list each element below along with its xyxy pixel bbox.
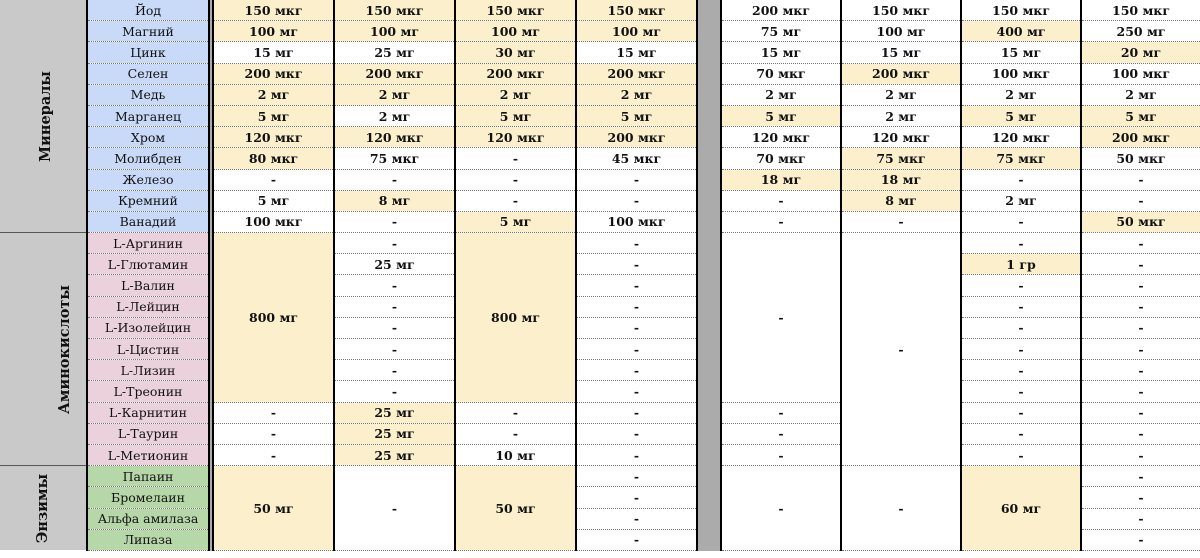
- table-row: [0, 148, 1200, 169]
- table-cell: 30 мг: [455, 42, 576, 63]
- table-cell: 2 мг: [455, 84, 576, 105]
- table-cell: 2 мг: [334, 105, 455, 126]
- table-cell: -: [576, 381, 697, 402]
- table-cell: 18 мг: [841, 169, 961, 190]
- row-label: Липаза: [87, 529, 209, 550]
- table-cell: -: [961, 211, 1081, 232]
- merged-cell: -: [721, 233, 841, 403]
- table-cell: -: [961, 233, 1081, 254]
- merged-cell: -: [334, 466, 455, 551]
- row-label: L-Лизин: [87, 360, 209, 381]
- table-cell: 100 мкг: [961, 63, 1081, 84]
- row-label: L-Валин: [87, 275, 209, 296]
- table-cell: 5 мг: [455, 211, 576, 232]
- table-cell: 15 мг: [841, 42, 961, 63]
- table-cell: -: [576, 169, 697, 190]
- table-cell: 25 мг: [334, 423, 455, 444]
- table-cell: -: [334, 296, 455, 317]
- table-cell: -: [576, 466, 697, 487]
- table-cell: 2 мг: [213, 84, 334, 105]
- table-cell: 150 мкг: [455, 0, 576, 21]
- column-separator: [697, 0, 721, 550]
- table-cell: -: [334, 169, 455, 190]
- table-cell: 400 мг: [961, 21, 1081, 42]
- table-cell: 8 мг: [841, 190, 961, 211]
- table-cell: -: [1081, 402, 1200, 423]
- table-cell: -: [576, 233, 697, 254]
- table-cell: 18 мг: [721, 169, 841, 190]
- table-row: [0, 211, 1200, 232]
- table-cell: -: [455, 402, 576, 423]
- table-cell: 200 мкг: [455, 63, 576, 84]
- blend-cell: 800 мг: [455, 233, 576, 403]
- table-row: [0, 233, 1200, 254]
- table-cell: -: [455, 423, 576, 444]
- merged-cell: 60 мг: [961, 466, 1081, 551]
- table-cell: -: [721, 423, 841, 444]
- table-cell: -: [576, 296, 697, 317]
- table-cell: 2 мг: [1081, 84, 1200, 105]
- table-cell: -: [576, 317, 697, 338]
- row-label: Медь: [87, 84, 209, 105]
- table-cell: 100 мкг: [213, 211, 334, 232]
- table-cell: 2 мг: [576, 84, 697, 105]
- table-cell: -: [576, 190, 697, 211]
- table-cell: -: [841, 211, 961, 232]
- table-row: [0, 105, 1200, 126]
- table-cell: -: [1081, 317, 1200, 338]
- table-cell: -: [334, 275, 455, 296]
- table-cell: 250 мг: [1081, 21, 1200, 42]
- table-cell: -: [721, 444, 841, 465]
- row-label: Марганец: [87, 105, 209, 126]
- table-cell: -: [721, 190, 841, 211]
- table-cell: 200 мкг: [841, 63, 961, 84]
- table-cell: 150 мкг: [841, 0, 961, 21]
- table-cell: 5 мг: [721, 105, 841, 126]
- table-cell: 120 мкг: [455, 127, 576, 148]
- group-label-enzymes: Энзимы: [0, 466, 87, 551]
- table-cell: -: [961, 381, 1081, 402]
- row-label: L-Метионин: [87, 444, 209, 465]
- table-cell: -: [576, 444, 697, 465]
- table-cell: 150 мкг: [213, 0, 334, 21]
- table-row: [0, 339, 1200, 360]
- table-cell: 70 мкг: [721, 63, 841, 84]
- row-label: Йод: [87, 0, 209, 21]
- table-cell: 25 мг: [334, 444, 455, 465]
- table-cell: -: [961, 339, 1081, 360]
- table-cell: 100 мг: [213, 21, 334, 42]
- table-cell: -: [1081, 508, 1200, 529]
- group-label-aminoacids: Аминокислоты: [0, 233, 87, 466]
- table-row: [0, 42, 1200, 63]
- row-label: L-Треонин: [87, 381, 209, 402]
- table-cell: -: [213, 402, 334, 423]
- table-cell: 100 мг: [334, 21, 455, 42]
- group-label-minerals: Минералы: [0, 0, 87, 233]
- table-cell: 50 мкг: [1081, 148, 1200, 169]
- table-cell: 75 мкг: [961, 148, 1081, 169]
- table-cell: 45 мкг: [576, 148, 697, 169]
- row-label: L-Карнитин: [87, 402, 209, 423]
- table-cell: 2 мг: [961, 84, 1081, 105]
- table-cell: -: [1081, 275, 1200, 296]
- table-cell: 20 мг: [1081, 42, 1200, 63]
- row-label: L-Таурин: [87, 423, 209, 444]
- row-label: L-Изолейцин: [87, 317, 209, 338]
- table-cell: -: [961, 423, 1081, 444]
- table-cell: -: [1081, 360, 1200, 381]
- table-row: [0, 402, 1200, 423]
- table-cell: -: [1081, 254, 1200, 275]
- table-cell: -: [455, 148, 576, 169]
- table-cell: -: [961, 402, 1081, 423]
- table-row: [0, 254, 1200, 275]
- table-cell: 25 мг: [334, 254, 455, 275]
- merged-cell: 50 мг: [455, 466, 576, 551]
- table-cell: 15 мг: [576, 42, 697, 63]
- table-cell: 50 мкг: [1081, 211, 1200, 232]
- table-row: [0, 423, 1200, 444]
- table-cell: 2 мг: [841, 105, 961, 126]
- table-row: [0, 275, 1200, 296]
- table-cell: -: [1081, 169, 1200, 190]
- table-row: [0, 84, 1200, 105]
- table-cell: -: [334, 233, 455, 254]
- table-row: [0, 381, 1200, 402]
- table-cell: 100 мг: [841, 21, 961, 42]
- table-cell: -: [334, 360, 455, 381]
- table-cell: 120 мкг: [961, 127, 1081, 148]
- table-cell: 150 мкг: [334, 0, 455, 21]
- table-cell: -: [1081, 381, 1200, 402]
- table-cell: 150 мкг: [961, 0, 1081, 21]
- table-cell: -: [961, 360, 1081, 381]
- table-cell: -: [1081, 444, 1200, 465]
- row-label: Альфа амилаза: [87, 508, 209, 529]
- table-cell: 8 мг: [334, 190, 455, 211]
- table-cell: 200 мкг: [334, 63, 455, 84]
- table-cell: -: [576, 423, 697, 444]
- row-label: Бромелаин: [87, 487, 209, 508]
- row-label: Магний: [87, 21, 209, 42]
- table-cell: 5 мг: [1081, 105, 1200, 126]
- row-label: Хром: [87, 127, 209, 148]
- table-cell: -: [721, 402, 841, 423]
- table-cell: 5 мг: [576, 105, 697, 126]
- table-cell: 15 мг: [721, 42, 841, 63]
- table-row: [0, 296, 1200, 317]
- table-cell: 5 мг: [961, 105, 1081, 126]
- table-cell: -: [334, 317, 455, 338]
- row-label: L-Глютамин: [87, 254, 209, 275]
- blend-cell: 800 мг: [213, 233, 334, 403]
- table-cell: -: [576, 360, 697, 381]
- table-cell: -: [1081, 529, 1200, 550]
- table-cell: -: [576, 254, 697, 275]
- table-row: [0, 169, 1200, 190]
- table-row: [0, 190, 1200, 211]
- table-cell: -: [961, 275, 1081, 296]
- row-label: L-Аргинин: [87, 233, 209, 254]
- table-cell: 100 мкг: [1081, 63, 1200, 84]
- merged-cell: -: [841, 466, 961, 551]
- table-cell: 100 мг: [455, 21, 576, 42]
- table-row: [0, 0, 1200, 21]
- merged-cell: 50 мг: [213, 466, 334, 551]
- table-cell: -: [961, 169, 1081, 190]
- table-cell: -: [1081, 339, 1200, 360]
- row-label: Папаин: [87, 466, 209, 487]
- table-cell: -: [455, 169, 576, 190]
- table-cell: 120 мкг: [721, 127, 841, 148]
- table-cell: -: [576, 402, 697, 423]
- table-row: [0, 127, 1200, 148]
- row-label: Железо: [87, 169, 209, 190]
- table-cell: 200 мкг: [721, 0, 841, 21]
- row-label: Цинк: [87, 42, 209, 63]
- table-cell: 120 мкг: [841, 127, 961, 148]
- table-row: [0, 466, 1200, 487]
- table-cell: -: [576, 339, 697, 360]
- table-cell: 5 мг: [213, 105, 334, 126]
- table-cell: -: [721, 211, 841, 232]
- table-cell: -: [1081, 423, 1200, 444]
- table-cell: -: [213, 423, 334, 444]
- table-cell: 150 мкг: [576, 0, 697, 21]
- row-label: L-Лейцин: [87, 296, 209, 317]
- table-row: [0, 444, 1200, 465]
- table-cell: 80 мкг: [213, 148, 334, 169]
- table-cell: 120 мкг: [334, 127, 455, 148]
- row-label: Ванадий: [87, 211, 209, 232]
- table-cell: 150 мкг: [1081, 0, 1200, 21]
- row-label: Кремний: [87, 190, 209, 211]
- row-label: Селен: [87, 63, 209, 84]
- table-row: [0, 360, 1200, 381]
- table-cell: -: [455, 190, 576, 211]
- table-cell: 75 мг: [721, 21, 841, 42]
- table-cell: 15 мг: [213, 42, 334, 63]
- table-cell: 100 мг: [576, 21, 697, 42]
- row-label: L-Цистин: [87, 339, 209, 360]
- table-cell: 1 гр: [961, 254, 1081, 275]
- table-cell: -: [1081, 190, 1200, 211]
- table-cell: 2 мг: [721, 84, 841, 105]
- table-cell: 200 мкг: [576, 127, 697, 148]
- row-label: Молибден: [87, 148, 209, 169]
- table-cell: -: [334, 381, 455, 402]
- table-cell: -: [1081, 296, 1200, 317]
- table-cell: 70 мкг: [721, 148, 841, 169]
- table-cell: 5 мг: [213, 190, 334, 211]
- table-cell: 2 мг: [334, 84, 455, 105]
- table-cell: -: [213, 444, 334, 465]
- table-cell: 200 мкг: [576, 63, 697, 84]
- table-cell: 10 мг: [455, 444, 576, 465]
- table-cell: 200 мкг: [213, 63, 334, 84]
- table-cell: -: [576, 487, 697, 508]
- table-cell: -: [576, 529, 697, 550]
- table-row: [0, 21, 1200, 42]
- table-cell: -: [334, 339, 455, 360]
- table-cell: -: [1081, 233, 1200, 254]
- table-cell: 75 мкг: [334, 148, 455, 169]
- table-cell: -: [1081, 487, 1200, 508]
- table-cell: -: [1081, 466, 1200, 487]
- table-cell: -: [334, 211, 455, 232]
- table-cell: -: [961, 444, 1081, 465]
- merged-cell: -: [841, 233, 961, 466]
- table-cell: 25 мг: [334, 42, 455, 63]
- table-cell: 120 мкг: [213, 127, 334, 148]
- table-cell: 25 мг: [334, 402, 455, 423]
- table-cell: 200 мкг: [1081, 127, 1200, 148]
- table-cell: 2 мг: [841, 84, 961, 105]
- merged-cell: -: [721, 466, 841, 551]
- table-cell: 2 мг: [961, 190, 1081, 211]
- table-row: [0, 63, 1200, 84]
- table-cell: -: [576, 275, 697, 296]
- table-cell: -: [961, 317, 1081, 338]
- table-cell: -: [576, 508, 697, 529]
- table-cell: -: [213, 169, 334, 190]
- table-cell: 100 мкг: [576, 211, 697, 232]
- table-row: [0, 317, 1200, 338]
- table-cell: 15 мг: [961, 42, 1081, 63]
- table-cell: 75 мкг: [841, 148, 961, 169]
- table-cell: 5 мг: [455, 105, 576, 126]
- table-cell: -: [961, 296, 1081, 317]
